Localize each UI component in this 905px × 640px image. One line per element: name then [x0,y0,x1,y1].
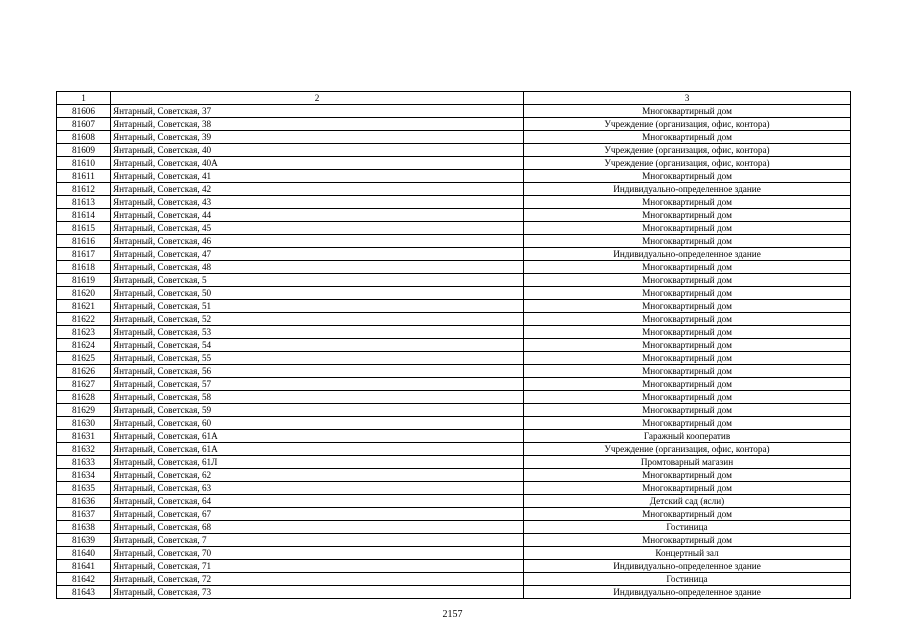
record-id: 81611 [57,170,111,183]
object-type-cell: Многоквартирный дом [524,391,851,404]
address-cell: Янтарный, Советская, 53 [111,326,524,339]
record-id: 81628 [57,391,111,404]
address-cell: Янтарный, Советская, 58 [111,391,524,404]
address-cell: Янтарный, Советская, 63 [111,482,524,495]
address-cell: Янтарный, Советская, 71 [111,560,524,573]
table-row [57,339,851,352]
object-type-cell: Детский сад (ясли) [524,495,851,508]
record-id: 81630 [57,417,111,430]
table-row [57,313,851,326]
record-id: 81631 [57,430,111,443]
table-row [57,534,851,547]
address-cell: Янтарный, Советская, 56 [111,365,524,378]
table-row [57,560,851,573]
address-cell: Янтарный, Советская, 50 [111,287,524,300]
address-cell: Янтарный, Советская, 40А [111,157,524,170]
object-type-cell: Многоквартирный дом [524,222,851,235]
object-type-cell: Многоквартирный дом [524,339,851,352]
record-id: 81624 [57,339,111,352]
table-row [57,157,851,170]
object-type-cell: Индивидуально-определенное здание [524,586,851,599]
table-row [57,404,851,417]
table-row [57,521,851,534]
address-cell: Янтарный, Советская, 60 [111,417,524,430]
address-cell: Янтарный, Советская, 51 [111,300,524,313]
table-row [57,118,851,131]
table-header-row [57,92,851,105]
table-row [57,482,851,495]
table-row [57,430,851,443]
table-row [57,196,851,209]
record-id: 81606 [57,105,111,118]
object-type-cell: Промтоварный магазин [524,456,851,469]
table-row [57,573,851,586]
object-type-cell: Многоквартирный дом [524,131,851,144]
address-cell: Янтарный, Советская, 67 [111,508,524,521]
record-id: 81634 [57,469,111,482]
address-cell: Янтарный, Советская, 42 [111,183,524,196]
table-row [57,365,851,378]
record-id: 81621 [57,300,111,313]
address-cell: Янтарный, Советская, 70 [111,547,524,560]
table-row [57,183,851,196]
table-row [57,261,851,274]
record-id: 81633 [57,456,111,469]
object-type-cell: Многоквартирный дом [524,469,851,482]
record-id: 81640 [57,547,111,560]
object-type-cell: Многоквартирный дом [524,105,851,118]
address-cell: Янтарный, Советская, 59 [111,404,524,417]
record-id: 81617 [57,248,111,261]
address-cell: Янтарный, Советская, 48 [111,261,524,274]
address-cell: Янтарный, Советская, 46 [111,235,524,248]
table-row [57,131,851,144]
address-cell: Янтарный, Советская, 57 [111,378,524,391]
address-cell: Янтарный, Советская, 37 [111,105,524,118]
object-type-cell: Многоквартирный дом [524,326,851,339]
record-id: 81623 [57,326,111,339]
table-row [57,352,851,365]
object-type-cell: Многоквартирный дом [524,365,851,378]
object-type-cell: Индивидуально-определенное здание [524,183,851,196]
object-type-cell: Многоквартирный дом [524,209,851,222]
table-row [57,378,851,391]
table-row [57,469,851,482]
record-id: 81625 [57,352,111,365]
record-id: 81619 [57,274,111,287]
record-id: 81613 [57,196,111,209]
table-row [57,586,851,599]
object-type-cell: Гаражный кооператив [524,430,851,443]
table-row [57,300,851,313]
object-type-cell: Многоквартирный дом [524,508,851,521]
address-cell: Янтарный, Советская, 62 [111,469,524,482]
address-cell: Янтарный, Советская, 61Л [111,456,524,469]
object-type-cell: Многоквартирный дом [524,261,851,274]
object-type-cell: Многоквартирный дом [524,287,851,300]
address-cell: Янтарный, Советская, 38 [111,118,524,131]
record-id: 81609 [57,144,111,157]
object-type-cell: Индивидуально-определенное здание [524,248,851,261]
object-type-cell: Учреждение (организация, офис, контора) [524,118,851,131]
table-row [57,235,851,248]
record-id: 81643 [57,586,111,599]
object-type-cell: Концертный зал [524,547,851,560]
address-cell: Янтарный, Советская, 61А [111,430,524,443]
table-row [57,547,851,560]
record-id: 81637 [57,508,111,521]
address-cell: Янтарный, Советская, 39 [111,131,524,144]
object-type-cell: Многоквартирный дом [524,196,851,209]
record-id: 81627 [57,378,111,391]
object-type-cell: Многоквартирный дом [524,378,851,391]
column-header-3: 3 [524,92,851,105]
object-type-cell: Учреждение (организация, офис, контора) [524,443,851,456]
record-id: 81622 [57,313,111,326]
object-type-cell: Гостиница [524,573,851,586]
table-row [57,144,851,157]
object-type-cell: Учреждение (организация, офис, контора) [524,157,851,170]
column-header-2: 2 [111,92,524,105]
object-type-cell: Индивидуально-определенное здание [524,560,851,573]
record-id: 81632 [57,443,111,456]
table-row [57,391,851,404]
address-cell: Янтарный, Советская, 72 [111,573,524,586]
table-row [57,274,851,287]
address-cell: Янтарный, Советская, 64 [111,495,524,508]
record-id: 81638 [57,521,111,534]
record-id: 81641 [57,560,111,573]
address-cell: Янтарный, Советская, 45 [111,222,524,235]
address-cell: Янтарный, Советская, 43 [111,196,524,209]
address-cell: Янтарный, Советская, 55 [111,352,524,365]
record-id: 81636 [57,495,111,508]
address-cell: Янтарный, Советская, 41 [111,170,524,183]
address-cell: Янтарный, Советская, 44 [111,209,524,222]
address-registry-table [56,91,851,599]
address-cell: Янтарный, Советская, 61А [111,443,524,456]
page-number: 2157 [442,609,463,620]
address-cell: Янтарный, Советская, 40 [111,144,524,157]
table-row [57,443,851,456]
object-type-cell: Многоквартирный дом [524,274,851,287]
object-type-cell: Учреждение (организация, офис, контора) [524,144,851,157]
record-id: 81608 [57,131,111,144]
address-cell: Янтарный, Советская, 7 [111,534,524,547]
table-row [57,417,851,430]
address-cell: Янтарный, Советская, 73 [111,586,524,599]
record-id: 81612 [57,183,111,196]
table-row [57,222,851,235]
address-cell: Янтарный, Советская, 54 [111,339,524,352]
record-id: 81607 [57,118,111,131]
address-cell: Янтарный, Советская, 5 [111,274,524,287]
table-row [57,495,851,508]
object-type-cell: Гостиница [524,521,851,534]
object-type-cell: Многоквартирный дом [524,417,851,430]
record-id: 81620 [57,287,111,300]
object-type-cell: Многоквартирный дом [524,170,851,183]
object-type-cell: Многоквартирный дом [524,300,851,313]
table-body [57,92,851,599]
object-type-cell: Многоквартирный дом [524,534,851,547]
record-id: 81618 [57,261,111,274]
record-id: 81642 [57,573,111,586]
record-id: 81635 [57,482,111,495]
record-id: 81615 [57,222,111,235]
table-row [57,170,851,183]
object-type-cell: Многоквартирный дом [524,352,851,365]
table-row [57,209,851,222]
table-row [57,326,851,339]
record-id: 81639 [57,534,111,547]
record-id: 81610 [57,157,111,170]
record-id: 81614 [57,209,111,222]
table-row [57,287,851,300]
table-row [57,105,851,118]
object-type-cell: Многоквартирный дом [524,313,851,326]
record-id: 81626 [57,365,111,378]
object-type-cell: Многоквартирный дом [524,404,851,417]
address-cell: Янтарный, Советская, 52 [111,313,524,326]
object-type-cell: Многоквартирный дом [524,482,851,495]
address-cell: Янтарный, Советская, 47 [111,248,524,261]
record-id: 81616 [57,235,111,248]
table-row [57,456,851,469]
table-row [57,508,851,521]
address-cell: Янтарный, Советская, 68 [111,521,524,534]
table-row [57,248,851,261]
record-id: 81629 [57,404,111,417]
object-type-cell: Многоквартирный дом [524,235,851,248]
document-page [56,91,850,599]
column-header-1: 1 [57,92,111,105]
